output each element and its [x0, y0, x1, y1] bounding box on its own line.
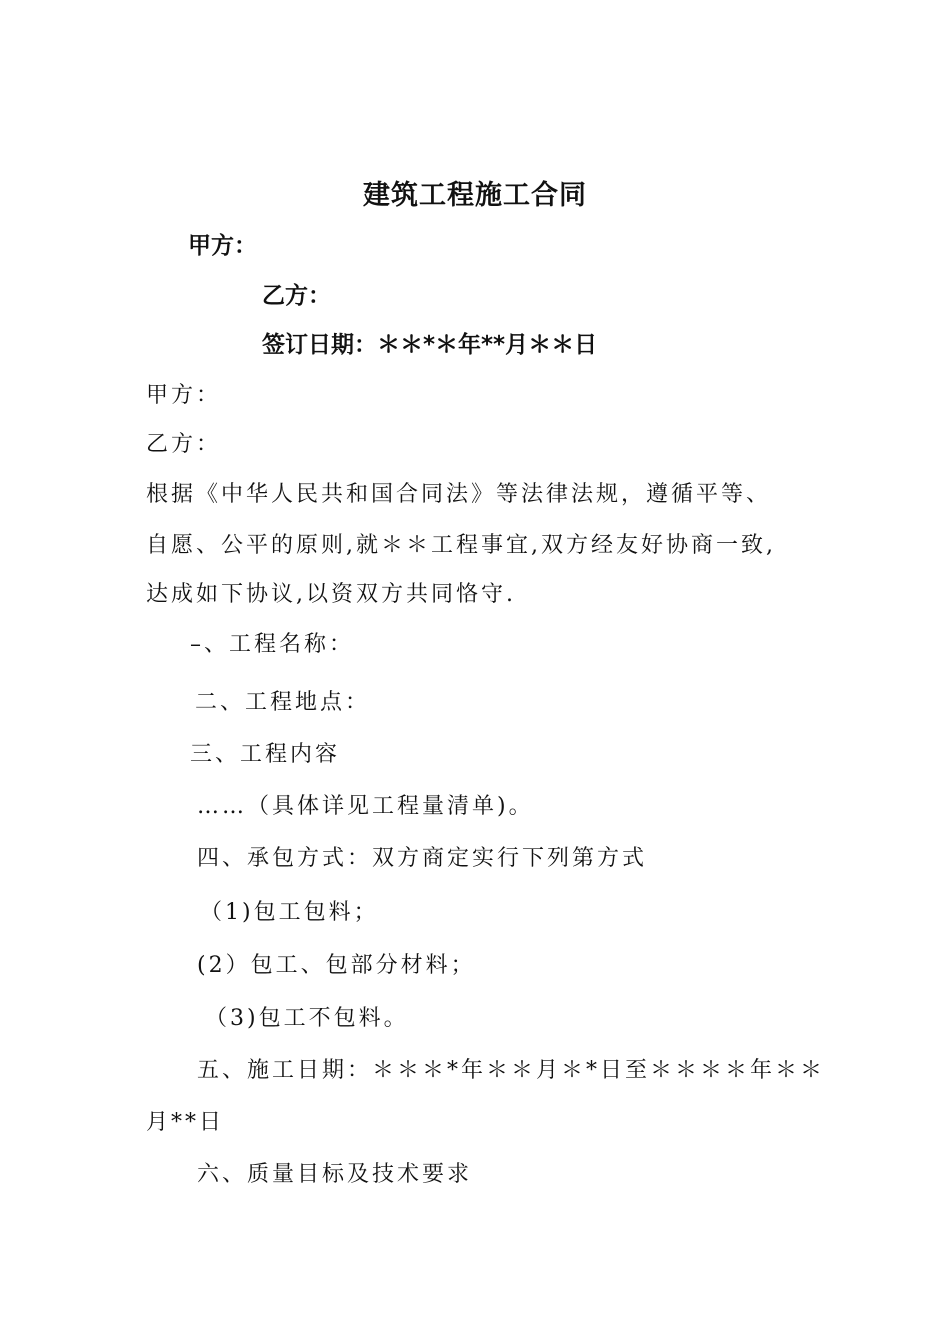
clause-3-project-content: 三、工程内容: [190, 742, 341, 767]
header-sign-date: 签订日期：＊＊*＊年**月＊＊日: [262, 332, 598, 358]
clause-4-option-2: (2）包工、包部分材料；: [197, 953, 476, 978]
clause-1-project-name: –、工程名称：: [190, 632, 355, 657]
clause-2-project-location: 二、工程地点：: [195, 690, 371, 715]
clause-4-option-3: （3)包工不包料。: [205, 1006, 409, 1031]
header-party-b: 乙方：: [262, 283, 331, 309]
clause-6-quality-requirements: 六、质量目标及技术要求: [197, 1162, 473, 1187]
clause-4-contract-mode: 四、承包方式：双方商定实行下列第方式: [197, 846, 648, 871]
clause-5-construction-dates-line-2: 月**日: [146, 1110, 225, 1135]
clause-3-detail: ……（具体详见工程量清单)。: [197, 794, 534, 819]
header-party-a: 甲方：: [188, 233, 257, 259]
body-party-b: 乙方：: [146, 432, 222, 457]
body-party-a: 甲方：: [146, 383, 222, 408]
clause-5-construction-dates-line-1: 五、施工日期：＊＊＊*年＊＊月＊*日至＊＊＊＊年＊＊: [197, 1058, 826, 1083]
clause-4-option-1: （1)包工包料；: [200, 900, 379, 925]
preamble-line-2: 自愿、公平的原则,就＊＊工程事宜,双方经友好协商一致,: [146, 533, 776, 558]
document-title: 建筑工程施工合同: [363, 180, 587, 211]
preamble-line-3: 达成如下协议,以资双方共同恪守.: [146, 582, 516, 607]
preamble-line-1: 根据《中华人民共和国合同法》等法律法规，遵循平等、: [146, 482, 772, 507]
